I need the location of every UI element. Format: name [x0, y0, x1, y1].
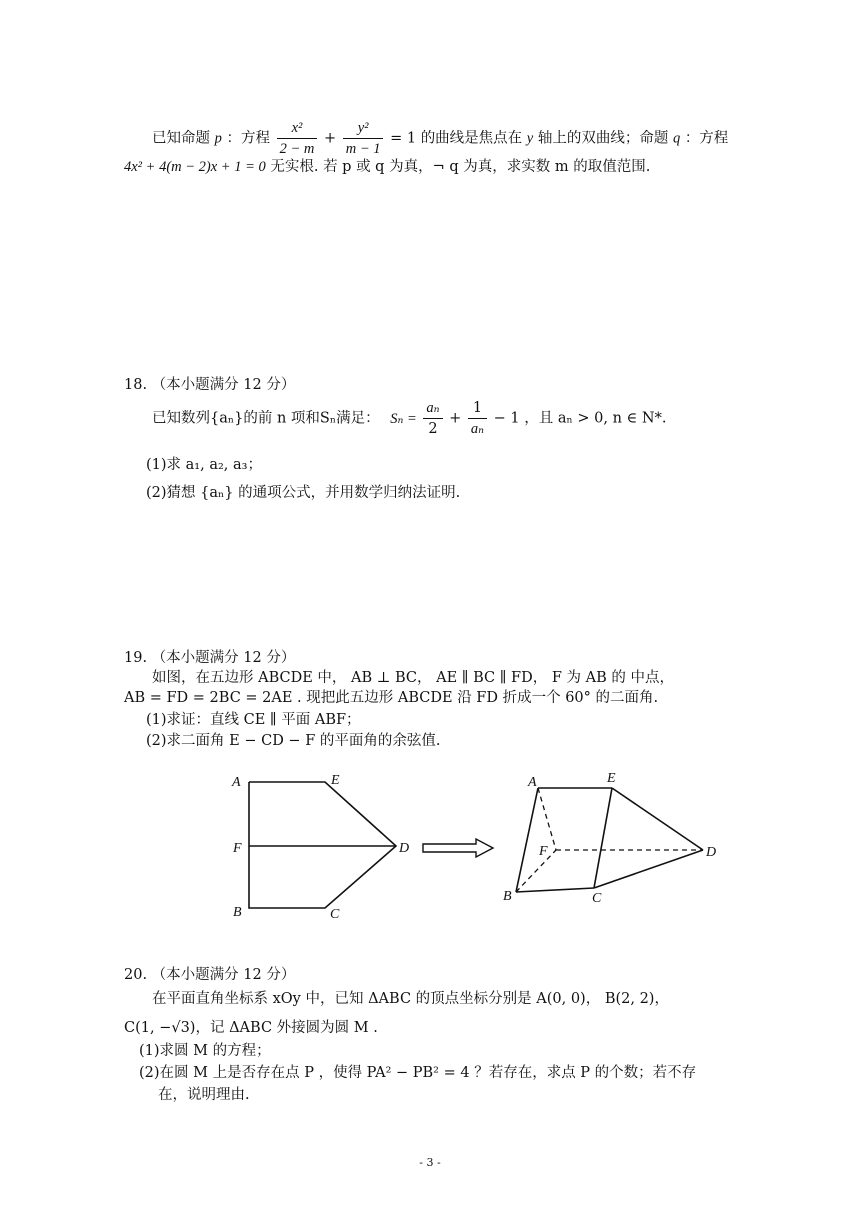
- fraction-denominator: aₙ: [470, 421, 485, 437]
- segment-af-dashed: [538, 788, 556, 850]
- q17-fraction-2: [343, 118, 384, 159]
- q20-item1: (1)求圆 M 的方程；: [139, 1043, 271, 1059]
- q20-line1: 在平面直角坐标系 xOy 中，已知 ΔABC 的顶点坐标分别是 A(0, 0)， B(2, 2)，: [152, 991, 669, 1007]
- q17-var-q: q: [672, 130, 681, 147]
- label-a-left: A: [232, 775, 241, 790]
- label-f-left: F: [233, 841, 242, 856]
- segment-ed: [612, 788, 703, 850]
- q19-item1: (1)求证：直线 CE ∥ 平面 ABF；: [146, 712, 361, 728]
- fraction-denominator: 2 − m: [279, 141, 315, 157]
- label-b-right: B: [503, 889, 512, 904]
- label-c-right: C: [592, 891, 602, 906]
- pentagon-outline: [249, 782, 396, 908]
- label-a-right: A: [528, 775, 537, 790]
- label-e-left: E: [331, 773, 340, 788]
- q17-line1: [152, 118, 728, 159]
- arrow-right-icon: [423, 839, 493, 857]
- q17-text: 轴上的双曲线；命题: [537, 130, 669, 147]
- q17-equation: 4x² + 4(m − 2)x + 1 = 0: [124, 159, 266, 175]
- q18-fraction-2: [468, 398, 487, 439]
- q18-item2: (2)猜想 {aₙ} 的通项公式，并用数学归纳法证明.: [146, 485, 461, 501]
- fraction-numerator: x²: [277, 118, 318, 139]
- q20-line2: C(1, −√3)，记 ΔABC 外接圆为圆 M .: [124, 1020, 378, 1036]
- label-d-left: D: [399, 841, 410, 856]
- q17-var-y: y: [526, 130, 534, 147]
- q17-line2: [124, 157, 650, 177]
- q19-figure: [0, 760, 860, 930]
- label-e-right: E: [607, 771, 616, 786]
- q18-text: 已知数列{aₙ}的前 n 项和Sₙ满足：: [152, 410, 380, 427]
- segment-bf-dashed: [516, 850, 556, 892]
- q17-var-p: p: [214, 130, 222, 147]
- q17-fraction-1: [277, 118, 318, 159]
- label-d-right: D: [706, 845, 717, 860]
- fraction-denominator: m − 1: [345, 141, 381, 157]
- folded-solid-figure: [516, 788, 703, 892]
- q18-item1: (1)求 a₁, a₂, a₃；: [146, 457, 262, 473]
- plus-sign: +: [449, 410, 462, 427]
- q18-statement: [152, 398, 666, 439]
- q18-header: 18. （本小题满分 12 分）: [124, 377, 296, 393]
- q20-header: 20. （本小题满分 12 分）: [124, 967, 296, 983]
- q19-header: 19. （本小题满分 12 分）: [124, 650, 296, 666]
- fraction-numerator: y²: [343, 118, 384, 139]
- fraction-numerator: 1: [468, 398, 487, 419]
- q18-formula-tail: − 1: [493, 410, 520, 427]
- label-f-right: F: [539, 844, 548, 859]
- fraction-numerator: aₙ: [423, 398, 442, 419]
- q20-item2a: (2)在圆 M 上是否存在点 P ，使得 PA² − PB² = 4 ？若存在，求点 P 的个数；若不存: [139, 1065, 697, 1081]
- page-number: - 3 -: [419, 1156, 441, 1169]
- q17-text: ：方程: [226, 130, 270, 147]
- q19-item2: (2)求二面角 E − CD − F 的平面角的余弦值.: [146, 733, 441, 749]
- segment-bc: [516, 888, 594, 892]
- equals-one: = 1: [390, 130, 417, 147]
- q17-text: 无实根. 若 p 或 q 为真，¬ q 为真，求实数 m 的取值范围.: [270, 159, 651, 175]
- q18-formula-left: Sₙ =: [390, 410, 417, 427]
- q19-line2: AB = FD = 2BC = 2AE . 现把此五边形 ABCDE 沿 FD 折成一个 60° 的二面角.: [124, 690, 659, 706]
- q20-item2b: 在，说明理由.: [158, 1087, 250, 1103]
- segment-cd: [594, 850, 703, 888]
- q17-text: 已知命题: [152, 130, 210, 147]
- q19-line1: 如图，在五边形 ABCDE 中， AB ⊥ BC， AE ∥ BC ∥ FD， F 为 AB 的 中点，: [152, 670, 674, 686]
- segment-ab: [516, 788, 538, 892]
- q17-text: 的曲线是焦点在: [420, 130, 523, 147]
- label-c-left: C: [330, 907, 340, 922]
- q17-text: ：方程: [684, 130, 729, 147]
- q18-fraction-1: [423, 398, 442, 439]
- segment-ec: [594, 788, 612, 888]
- pentagon-figure: [249, 782, 396, 908]
- plus-sign: +: [323, 130, 337, 147]
- fraction-denominator: 2: [428, 421, 438, 437]
- q18-text: ，且 aₙ > 0, n ∈ N*.: [524, 410, 667, 427]
- label-b-left: B: [233, 905, 242, 920]
